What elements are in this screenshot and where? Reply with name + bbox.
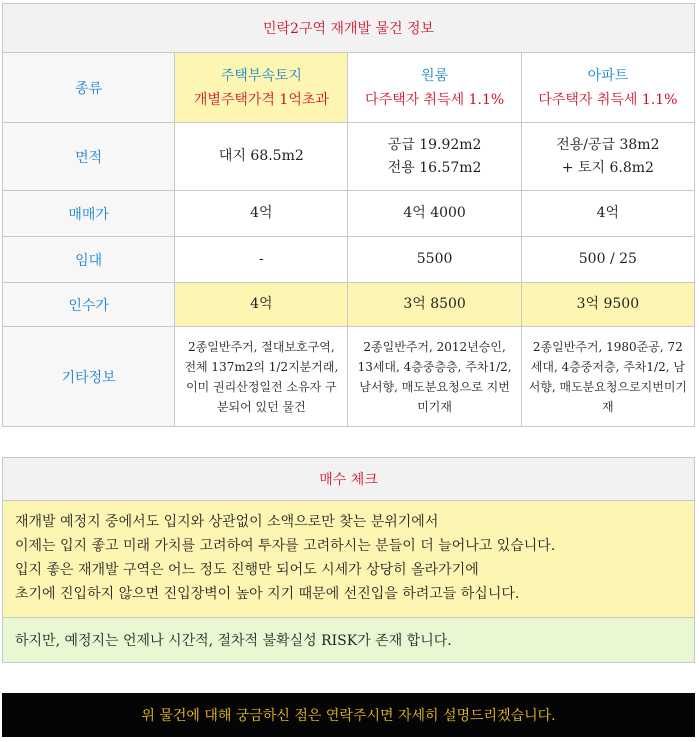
table-row bbox=[3, 283, 695, 327]
area-line: 전용/공급 38m2 bbox=[556, 136, 660, 153]
buy-check-line: 초기에 진입하지 않으면 진입장벽이 높아 지기 때문에 선진입을 하려고들 하십니다. bbox=[15, 586, 520, 602]
table-row bbox=[3, 53, 695, 123]
contact-footer-banner bbox=[2, 693, 695, 737]
buy-check-line: 이제는 입지 좋고 미래 가치를 고려하여 투자를 고려하시는 분들이 더 늘어나고 있습니다. bbox=[15, 538, 556, 554]
buy-check-line: 입지 좋은 재개발 구역은 어느 정도 진행만 되어도 시세가 상당히 올라가기에 bbox=[15, 562, 479, 578]
row-header-type: 종류 bbox=[3, 53, 175, 123]
table-row bbox=[3, 123, 695, 191]
type-cell-oneroom bbox=[348, 53, 521, 123]
table-row bbox=[3, 237, 695, 283]
type-sublabel: 다주택자 취득세 1.1% bbox=[365, 91, 505, 108]
type-sublabel: 다주택자 취득세 1.1% bbox=[538, 91, 678, 108]
lease-cell: 500 / 25 bbox=[521, 237, 694, 283]
buy-check-line: 재개발 예정지 중에서도 입지와 상관없이 소액으로만 찾는 분위기에서 bbox=[15, 514, 439, 530]
other-info-cell: 2종일반주거, 2012년승인, 13세대, 4층중층층, 주차1/2, 남서향, 매도분요청으로 지번미기재 bbox=[348, 327, 521, 427]
area-cell bbox=[521, 123, 694, 191]
row-header-other: 기타정보 bbox=[3, 327, 175, 427]
takeover-price-cell: 3억 9500 bbox=[521, 283, 694, 327]
area-line: 공급 19.92m2 bbox=[387, 136, 482, 153]
takeover-price-cell: 4억 bbox=[175, 283, 348, 327]
area-cell bbox=[175, 123, 348, 191]
type-sublabel: 개별주택가격 1억초과 bbox=[193, 91, 329, 108]
sale-price-cell: 4억 4000 bbox=[348, 191, 521, 237]
type-cell-apartment bbox=[521, 53, 694, 123]
type-label: 주택부속토지 bbox=[220, 67, 302, 84]
row-header-lease: 임대 bbox=[3, 237, 175, 283]
property-table-title: 민락2구역 재개발 물건 정보 bbox=[3, 4, 695, 53]
lease-cell: - bbox=[175, 237, 348, 283]
takeover-price-cell: 3억 8500 bbox=[348, 283, 521, 327]
row-header-sale: 매매가 bbox=[3, 191, 175, 237]
area-cell bbox=[348, 123, 521, 191]
row-header-area: 면적 bbox=[3, 123, 175, 191]
lease-cell: 5500 bbox=[348, 237, 521, 283]
sale-price-cell: 4억 bbox=[175, 191, 348, 237]
other-info-cell: 2종일반주거, 1980준공, 72세대, 4층중저층, 주차1/2, 남서향, 매도분요청으로지번미기재 bbox=[521, 327, 694, 427]
footer-text: 위 물건에 대해 궁금하신 점은 연락주시면 자세히 설명드리겠습니다. bbox=[141, 708, 556, 724]
area-line: 대지 68.5m2 bbox=[218, 148, 304, 164]
table-row bbox=[3, 327, 695, 427]
type-label: 아파트 bbox=[587, 67, 629, 84]
buy-check-box bbox=[2, 457, 695, 663]
area-line: + 토지 6.8m2 bbox=[561, 159, 654, 176]
table-row bbox=[3, 191, 695, 237]
property-info-table bbox=[2, 3, 695, 427]
buy-check-title: 매수 체크 bbox=[3, 458, 695, 501]
type-cell-land bbox=[175, 53, 348, 123]
row-header-takeover: 인수가 bbox=[3, 283, 175, 327]
risk-note: 하지만, 예정지는 언제나 시간적, 절차적 불확실성 RISK가 존재 합니다. bbox=[3, 618, 695, 663]
buy-check-body bbox=[3, 501, 695, 618]
type-label: 원룸 bbox=[421, 67, 449, 84]
sale-price-cell: 4억 bbox=[521, 191, 694, 237]
other-info-cell: 2종일반주거, 절대보호구역, 전체 137m2의 1/2지분거래, 이미 권리산정일전 소유자 구분되어 있던 물건 bbox=[175, 327, 348, 427]
area-line: 전용 16.57m2 bbox=[387, 159, 482, 176]
